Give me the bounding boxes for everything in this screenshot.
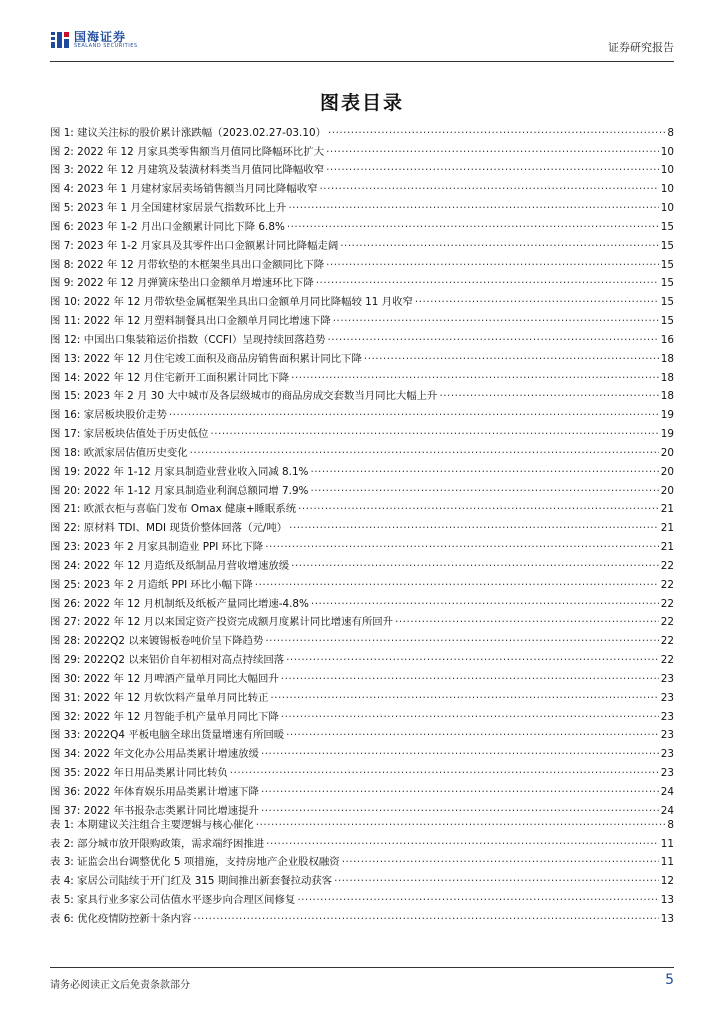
figure-entry-page: 23 xyxy=(660,729,674,742)
header-divider xyxy=(50,61,674,62)
figure-entry[interactable] xyxy=(50,365,674,384)
figure-entry[interactable] xyxy=(50,308,674,327)
figure-entry-label: 图 2: 2022 年 12 月家具类零售额当月值同比降幅环比扩大 xyxy=(50,145,325,158)
table-entry-page: 11 xyxy=(660,856,674,869)
leader-dots xyxy=(364,350,659,362)
figure-entry[interactable] xyxy=(50,346,674,365)
leader-dots xyxy=(328,124,665,136)
figure-entry[interactable] xyxy=(50,440,674,459)
leader-dots xyxy=(265,632,658,644)
report-type: 证券研究报告 xyxy=(608,41,674,54)
leader-dots xyxy=(310,482,658,494)
figure-entry[interactable] xyxy=(50,647,674,666)
leader-dots xyxy=(261,745,659,757)
table-entry[interactable] xyxy=(50,812,674,831)
figure-entry-label: 图 32: 2022 年 12 月智能手机产量单月同比下降 xyxy=(50,710,279,723)
figure-entry-label: 图 14: 2022 年 12 月住宅新开工面积累计同比下降 xyxy=(50,371,290,384)
table-entry-label: 表 2: 部分城市放开限购政策，需求端纾困推进 xyxy=(50,837,265,850)
leader-dots xyxy=(286,726,659,738)
figure-entry-label: 图 27: 2022 年 12 月以来国定资产投资完成额月度累计同比增速有所回升 xyxy=(50,616,394,629)
figure-list xyxy=(50,120,674,817)
leader-dots xyxy=(342,853,659,865)
figure-entry-page: 15 xyxy=(660,258,674,271)
figure-entry-label: 图 12: 中国出口集装箱运价指数（CCFI）呈现持续回落趋势 xyxy=(50,333,326,346)
figure-entry-label: 图 26: 2022 年 12 月机制纸及纸板产量同比增速-4.8% xyxy=(50,597,309,610)
figure-entry-label: 图 30: 2022 年 12 月啤酒产量单月同比大幅回升 xyxy=(50,672,279,685)
leader-dots xyxy=(326,161,659,173)
logo-text xyxy=(74,31,138,49)
figure-entry-label: 图 35: 2022 年日用品类累计同比转负 xyxy=(50,766,228,779)
figure-entry[interactable] xyxy=(50,723,674,742)
table-entry-label: 表 4: 家居公司陆续于开门红及 315 期间推出新套餐拉动获客 xyxy=(50,875,333,888)
figure-entry[interactable] xyxy=(50,252,674,271)
figure-entry-page: 18 xyxy=(660,371,674,384)
table-entry[interactable] xyxy=(50,850,674,869)
figure-entry[interactable] xyxy=(50,704,674,723)
leader-dots xyxy=(281,708,659,720)
figure-entry-page: 15 xyxy=(660,277,674,290)
figure-entry-page: 22 xyxy=(660,578,674,591)
figure-entry-page: 21 xyxy=(660,541,674,554)
leader-dots xyxy=(288,199,658,211)
table-entry-page: 12 xyxy=(660,875,674,888)
figure-entry[interactable] xyxy=(50,572,674,591)
figure-entry-page: 10 xyxy=(660,183,674,196)
figure-entry-page: 20 xyxy=(660,446,674,459)
table-entry[interactable] xyxy=(50,887,674,906)
figure-entry-page: 22 xyxy=(660,635,674,648)
leader-dots xyxy=(265,538,659,550)
figure-entry-page: 23 xyxy=(660,766,674,779)
figure-entry[interactable] xyxy=(50,459,674,478)
logo-cn: 国海证券 xyxy=(74,30,127,44)
figure-entry-label: 图 33: 2022Q4 平板电脑全球出货量增速有所回暖 xyxy=(50,729,285,742)
figure-entry[interactable] xyxy=(50,176,674,195)
page-number: 5 xyxy=(665,972,674,988)
footer-divider xyxy=(50,967,674,968)
figure-entry-page: 24 xyxy=(660,785,674,798)
figure-entry-page: 21 xyxy=(660,503,674,516)
figure-entry-label: 图 37: 2022 年书报杂志类累计同比增速提升 xyxy=(50,804,259,817)
figure-entry-label: 图 5: 2023 年 1 月全国建材家居景气指数环比上升 xyxy=(50,202,287,215)
leader-dots xyxy=(256,816,666,828)
figure-entry-page: 10 xyxy=(660,202,674,215)
leader-dots xyxy=(291,369,659,381)
figure-entry[interactable] xyxy=(50,271,674,290)
figure-entry-page: 18 xyxy=(660,390,674,403)
figure-entry-page: 20 xyxy=(660,484,674,497)
figure-entry[interactable] xyxy=(50,497,674,516)
table-entry-label: 表 3: 证监会出台调整优化 5 项措施，支持房地产企业股权融资 xyxy=(50,856,340,869)
figure-entry[interactable] xyxy=(50,553,674,572)
page-header xyxy=(50,30,674,60)
leader-dots xyxy=(415,293,659,305)
leader-dots xyxy=(210,425,658,437)
figure-entry[interactable] xyxy=(50,158,674,177)
figure-entry-page: 10 xyxy=(660,164,674,177)
figure-entry[interactable] xyxy=(50,289,674,308)
leader-dots xyxy=(255,576,659,588)
figure-entry[interactable] xyxy=(50,666,674,685)
figure-entry-label: 图 31: 2022 年 12 月软饮料产量单月同比转正 xyxy=(50,691,269,704)
figure-entry-page: 15 xyxy=(660,220,674,233)
figure-entry[interactable] xyxy=(50,120,674,139)
leader-dots xyxy=(289,519,659,531)
leader-dots xyxy=(286,651,659,663)
figure-entry[interactable] xyxy=(50,402,674,421)
leader-dots xyxy=(320,180,659,192)
figure-entry-label: 图 24: 2022 年 12 月造纸及纸制品月营收增速放缓 xyxy=(50,559,290,572)
figure-entry[interactable] xyxy=(50,760,674,779)
figure-entry[interactable] xyxy=(50,214,674,233)
figure-entry-label: 图 15: 2023 年 2 月 30 大中城市及各层级城市的商品房成交套数当月同比大幅上升 xyxy=(50,390,438,403)
figure-entry-label: 图 13: 2022 年 12 月住宅竣工面积及商品房销售面积累计同比下降 xyxy=(50,352,362,365)
figure-entry-page: 21 xyxy=(660,522,674,535)
figure-entry-page: 22 xyxy=(660,559,674,572)
leader-dots xyxy=(326,256,659,268)
leader-dots xyxy=(395,613,659,625)
leader-dots xyxy=(334,872,659,884)
leader-dots xyxy=(270,689,658,701)
leader-dots xyxy=(333,312,659,324)
figure-entry-label: 图 25: 2023 年 2 月造纸 PPI 环比小幅下降 xyxy=(50,578,253,591)
figure-entry-page: 15 xyxy=(660,296,674,309)
figure-entry-page: 15 xyxy=(660,315,674,328)
figure-entry-label: 图 29: 2022Q2 以来铝价自年初相对高点持续回落 xyxy=(50,654,285,667)
figure-entry[interactable] xyxy=(50,139,674,158)
table-entry[interactable] xyxy=(50,868,674,887)
table-entry-label: 表 1: 本期建议关注组合主要逻辑与核心催化 xyxy=(50,818,254,831)
figure-entry-page: 18 xyxy=(660,352,674,365)
figure-entry-label: 图 16: 家居板块股价走势 xyxy=(50,409,167,422)
leader-dots xyxy=(230,764,659,776)
leader-dots xyxy=(266,835,659,847)
leader-dots xyxy=(261,783,659,795)
figure-entry-label: 图 28: 2022Q2 以来镀锡板卷吨价呈下降趋势 xyxy=(50,635,264,648)
figure-entry-page: 19 xyxy=(660,428,674,441)
leader-dots xyxy=(340,237,659,249)
figure-entry[interactable] xyxy=(50,195,674,214)
figure-entry-page: 23 xyxy=(660,710,674,723)
figure-entry[interactable] xyxy=(50,534,674,553)
figure-entry-label: 图 9: 2022 年 12 月弹簧床垫出口金额单月增速环比下降 xyxy=(50,277,314,290)
logo-mark-icon xyxy=(50,30,70,50)
company-logo xyxy=(50,30,138,50)
figure-entry-page: 22 xyxy=(660,654,674,667)
table-entry-page: 11 xyxy=(660,837,674,850)
leader-dots xyxy=(327,331,658,343)
table-entry[interactable] xyxy=(50,831,674,850)
figure-entry-label: 图 3: 2022 年 12 月建筑及装潢材料类当月值同比降幅收窄 xyxy=(50,164,325,177)
figure-entry[interactable] xyxy=(50,478,674,497)
leader-dots xyxy=(190,444,659,456)
table-entry[interactable] xyxy=(50,906,674,925)
figure-entry-label: 图 36: 2022 年体育娱乐用品类累计增速下降 xyxy=(50,785,259,798)
figure-entry-label: 图 8: 2022 年 12 月带软垫的木框架坐具出口金额同比下降 xyxy=(50,258,325,271)
figure-entry-page: 23 xyxy=(660,748,674,761)
figure-entry[interactable] xyxy=(50,685,674,704)
leader-dots xyxy=(439,387,658,399)
figure-entry-label: 图 4: 2023 年 1 月建材家居卖场销售额当月同比降幅收窄 xyxy=(50,183,318,196)
figure-entry-page: 19 xyxy=(660,409,674,422)
figure-entry[interactable] xyxy=(50,610,674,629)
leader-dots xyxy=(316,274,659,286)
figure-entry-label: 图 19: 2022 年 1-12 月家具制造业营业收入同减 8.1% xyxy=(50,465,309,478)
leader-dots xyxy=(326,143,659,155)
figure-entry-label: 图 11: 2022 年 12 月塑料制餐具出口金额单月同比增速下降 xyxy=(50,315,331,328)
figure-entry[interactable] xyxy=(50,628,674,647)
leader-dots xyxy=(310,463,658,475)
figure-entry-page: 16 xyxy=(660,333,674,346)
figure-entry[interactable] xyxy=(50,741,674,760)
figure-entry-label: 图 18: 欧派家居估值历史变化 xyxy=(50,446,188,459)
table-entry-page: 8 xyxy=(667,818,674,831)
figure-entry-label: 图 20: 2022 年 1-12 月家具制造业利润总额同增 7.9% xyxy=(50,484,309,497)
page-title: 图表目录 xyxy=(319,92,404,114)
leader-dots xyxy=(281,670,659,682)
figure-entry-page: 20 xyxy=(660,465,674,478)
leader-dots xyxy=(291,557,659,569)
logo-en: SEALAND SECURITIES xyxy=(74,43,138,49)
figure-entry-label: 图 6: 2023 年 1-2 月出口金额累计同比下降 6.8% xyxy=(50,220,285,233)
figure-entry-label: 图 10: 2022 年 12 月带软垫金属框架坐具出口金额单月同比降幅较 11 月收窄 xyxy=(50,296,413,309)
table-entry-label: 表 5: 家具行业多家公司估值水平逐步向合理区间修复 xyxy=(50,894,296,907)
table-list xyxy=(50,812,674,925)
leader-dots xyxy=(169,406,659,418)
figure-entry[interactable] xyxy=(50,591,674,610)
figure-entry-page: 23 xyxy=(660,691,674,704)
figure-entry-label: 图 21: 欧派衣柜与喜临门发布 Omax 健康+睡眠系统 xyxy=(50,503,297,516)
table-entry-label: 表 6: 优化疫情防控新十条内容 xyxy=(50,912,192,925)
figure-entry-page: 8 xyxy=(667,126,674,139)
figure-entry-label: 图 34: 2022 年文化办公用品类累计增速放缓 xyxy=(50,748,259,761)
table-entry-page: 13 xyxy=(660,912,674,925)
footer-disclaimer: 请务必阅读正文后免责条款部分 xyxy=(50,980,190,991)
leader-dots xyxy=(311,595,659,607)
figure-entry-page: 10 xyxy=(660,145,674,158)
leader-dots xyxy=(297,891,658,903)
figure-entry-page: 24 xyxy=(660,804,674,817)
figure-entry-label: 图 1: 建议关注标的股价累计涨跌幅（2023.02.27-03.10） xyxy=(50,126,326,139)
figure-entry[interactable] xyxy=(50,233,674,252)
figure-entry-page: 22 xyxy=(660,597,674,610)
leader-dots xyxy=(298,500,659,512)
figure-entry[interactable] xyxy=(50,515,674,534)
figure-entry-page: 15 xyxy=(660,239,674,252)
leader-dots xyxy=(193,910,658,922)
figure-entry-page: 23 xyxy=(660,672,674,685)
figure-entry[interactable] xyxy=(50,779,674,798)
figure-entry-label: 图 7: 2023 年 1-2 月家具及其零件出口金额累计同比降幅走阔 xyxy=(50,239,339,252)
figure-entry[interactable] xyxy=(50,421,674,440)
figure-entry-label: 图 22: 原材料 TDI、MDI 现货价整体回落（元/吨） xyxy=(50,522,288,535)
leader-dots xyxy=(287,218,659,230)
figure-entry-page: 22 xyxy=(660,616,674,629)
figure-entry-label: 图 17: 家居板块估值处于历史低位 xyxy=(50,428,209,441)
figure-entry[interactable] xyxy=(50,384,674,403)
figure-entry-label: 图 23: 2023 年 2 月家具制造业 PPI 环比下降 xyxy=(50,541,264,554)
figure-entry[interactable] xyxy=(50,327,674,346)
table-entry-page: 13 xyxy=(660,894,674,907)
